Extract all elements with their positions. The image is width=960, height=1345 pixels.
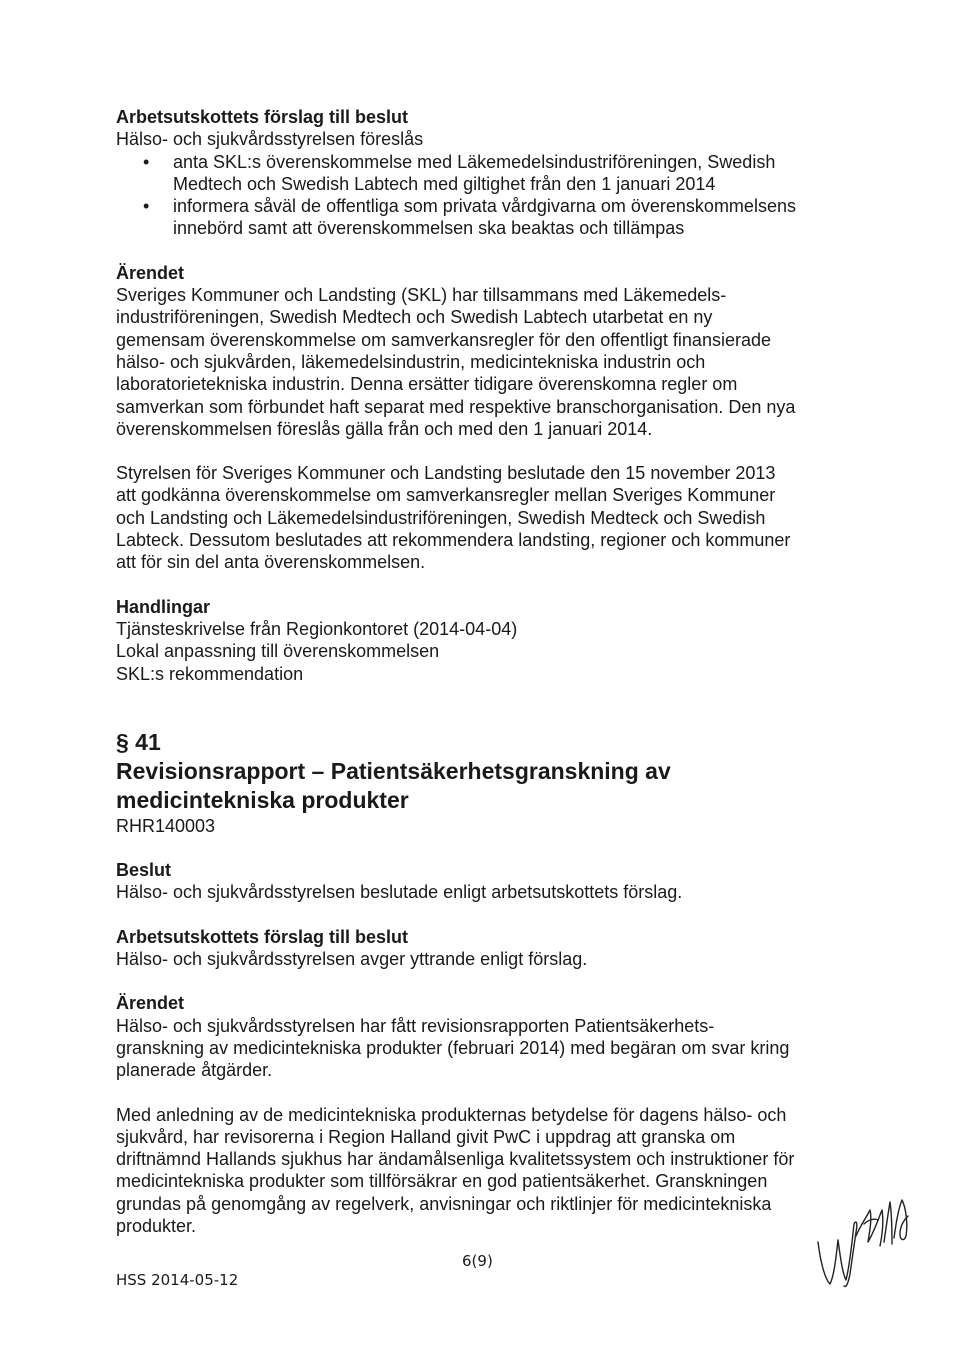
paragraph-line: Sveriges Kommuner och Landsting (SKL) har tillsammans med Läkemedels- — [116, 285, 727, 306]
paragraph-line: sjukvård, har revisorerna i Region Halland givit PwC i uppdrag att granska om — [116, 1126, 736, 1147]
paragraph-line: laboratorietekniska industrin. Denna ersätter tidigare överenskomna regler om — [116, 374, 738, 395]
paragraph-line: samverkan som förbundet haft separat med respektive branschorganisation. Den nya — [116, 396, 796, 417]
au-proposal-text: Hälso- och sjukvårdsstyrelsen avger yttrande enligt förslag. — [116, 949, 588, 970]
arendet-heading: Ärendet — [116, 262, 185, 283]
paragraph-line: granskning av medicintekniska produkter (februari 2014) med begäran om svar kring — [116, 1037, 790, 1058]
bullet-line: Medtech och Swedish Labtech med giltighet från den 1 januari 2014 — [173, 173, 716, 194]
paragraph-line: Labteck. Dessutom beslutades att rekommendera landsting, regioner och kommuner — [116, 530, 791, 551]
arendet-paragraph — [116, 1015, 846, 1082]
paragraph-line: Styrelsen för Sveriges Kommuner och Landsting beslutade den 15 november 2013 — [116, 463, 776, 484]
styrelsen-paragraph — [116, 462, 846, 573]
au-proposal-heading: Arbetsutskottets förslag till beslut — [116, 107, 409, 127]
paragraph-line: medicintekniska produkter som tillförsäkrar en god patientsäkerhet. Granskningen — [116, 1171, 768, 1192]
proposal-bullet-list — [116, 151, 846, 240]
paragraph-line: hälso- och sjukvården, läkemedelsindustrin, medicintekniska industrin och — [116, 351, 706, 372]
paragraph-line: överenskommelsen föreslås gälla från och med den 1 januari 2014. — [116, 418, 653, 439]
handling-item: Tjänsteskrivelse från Regionkontoret (2014-04-04) — [116, 618, 518, 639]
beslut-heading: Beslut — [116, 860, 172, 881]
page-number: 6(9) — [462, 1252, 493, 1270]
document-page — [116, 106, 846, 1237]
section-title-line: medicintekniska produkter — [116, 786, 409, 813]
handling-item: Lokal anpassning till överenskommelsen — [116, 641, 440, 662]
bullet-line: • anta SKL:s överenskommelse med Läkemedelsindustriföreningen, Swedish — [173, 151, 776, 172]
paragraph-line: driftnämnd Hallands sjukhus har ändamålsenliga kvalitetssystem och instruktioner för — [116, 1149, 795, 1170]
paragraph-line: Med anledning av de medicintekniska produkternas betydelse för dagens hälso- och — [116, 1104, 787, 1125]
paragraph-line: Hälso- och sjukvårdsstyrelsen har fått revisionsrapporten Patientsäkerhets- — [116, 1015, 715, 1036]
paragraph-line: industriföreningen, Swedish Medtech och Swedish Labtech utarbetat en ny — [116, 307, 713, 328]
bullet-line: • informera såväl de offentliga som privata vårdgivarna om överenskommelsens — [173, 196, 796, 217]
section-title-line: Revisionsrapport – Patientsäkerhetsgranskning av — [116, 757, 671, 784]
au-proposal-heading: Arbetsutskottets förslag till beslut — [116, 926, 409, 947]
proposal-intro: Hälso- och sjukvårdsstyrelsen föreslås — [116, 129, 424, 150]
document-date-code: HSS 2014-05-12 — [116, 1271, 239, 1289]
anledning-paragraph — [116, 1104, 846, 1238]
handling-item: SKL:s rekommendation — [116, 663, 304, 684]
paragraph-line: att godkänna överenskommelse om samverkansregler mellan Sveriges Kommuner — [116, 485, 776, 506]
handwritten-signature — [812, 1180, 922, 1290]
paragraph-line: grundas på genomgång av regelverk, anvisningar och riktlinjer för medicintekniska — [116, 1193, 772, 1214]
arendet-heading: Ärendet — [116, 993, 185, 1014]
paragraph-line: planerade åtgärder. — [116, 1060, 273, 1081]
section-reference: RHR140003 — [116, 815, 216, 836]
beslut-text: Hälso- och sjukvårdsstyrelsen beslutade enligt arbetsutskottets förslag. — [116, 882, 683, 903]
paragraph-line: att för sin del anta överenskommelsen. — [116, 552, 426, 573]
proposal-bullet — [116, 151, 846, 196]
bullet-line: innebörd samt att överenskommelsen ska beaktas och tillämpas — [173, 218, 685, 239]
handlingar-heading: Handlingar — [116, 596, 211, 617]
paragraph-line: gemensam överenskommelse om samverkansregler för den offentligt finansierade — [116, 329, 771, 350]
paragraph-line: och Landsting och Läkemedelsindustriföreningen, Swedish Medteck och Swedish — [116, 507, 766, 528]
proposal-bullet — [116, 195, 846, 240]
paragraph-line: produkter. — [116, 1215, 197, 1236]
arendet-paragraph — [116, 284, 846, 440]
section-number: § 41 — [116, 728, 161, 755]
